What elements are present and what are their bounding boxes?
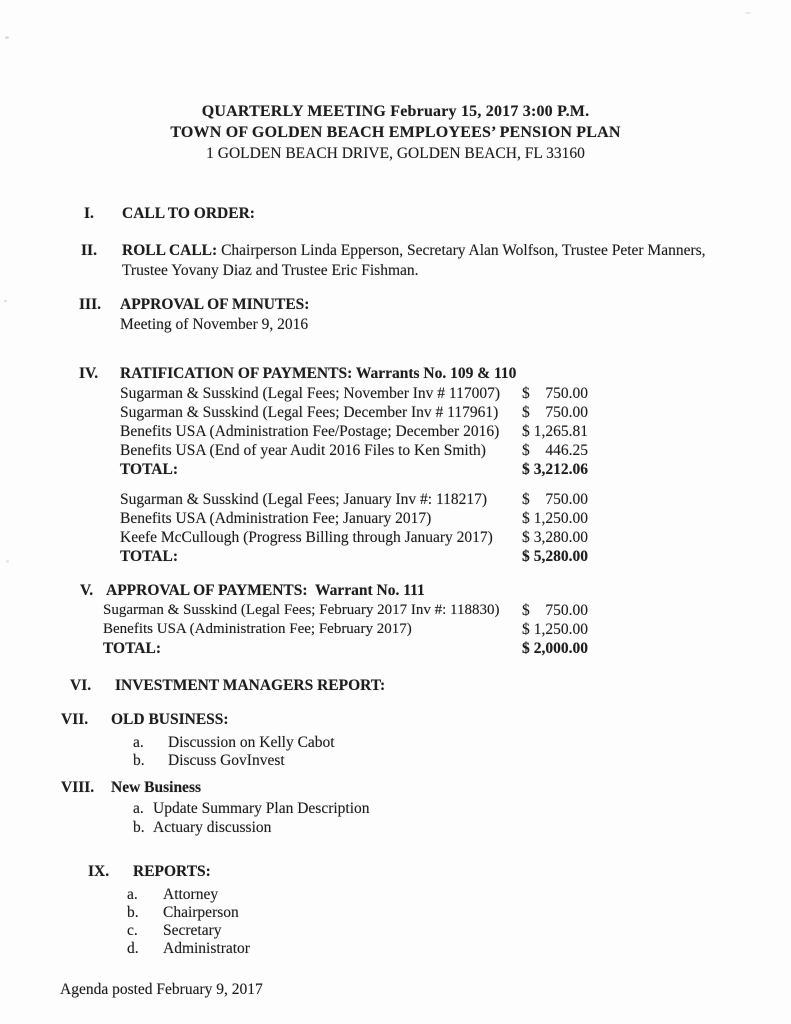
section-numeral: VI. bbox=[70, 677, 92, 694]
section-numeral: IV. bbox=[79, 365, 99, 382]
section-numeral: III. bbox=[79, 296, 101, 313]
currency-sign: $ bbox=[522, 423, 530, 440]
currency-sign: $ bbox=[522, 461, 530, 478]
item-marker: c. bbox=[127, 922, 138, 939]
payment-description: Sugarman & Susskind (Legal Fees; February 2017 Inv #: 118830) bbox=[103, 602, 500, 618]
payment-row bbox=[103, 601, 791, 620]
scan-artifact bbox=[745, 12, 751, 14]
item-marker: b. bbox=[133, 818, 145, 836]
item-marker: a. bbox=[127, 886, 138, 903]
section-title: APPROVAL OF PAYMENTS: Warrant No. 111 bbox=[106, 582, 425, 599]
roll-call-body bbox=[122, 241, 708, 281]
payment-amount bbox=[522, 384, 588, 403]
currency-sign: $ bbox=[522, 404, 530, 421]
section-title: CALL TO ORDER: bbox=[122, 205, 255, 222]
total-amount bbox=[522, 547, 588, 566]
payments-table-warrant-111 bbox=[103, 601, 791, 658]
item-marker: a. bbox=[133, 734, 144, 751]
section-title: RATIFICATION OF PAYMENTS: Warrants No. 109 & 110 bbox=[120, 365, 517, 382]
total-label: TOTAL: bbox=[120, 548, 178, 565]
amount-value: 750.00 bbox=[545, 602, 588, 619]
amount-value: 3,280.00 bbox=[533, 529, 588, 546]
currency-sign: $ bbox=[522, 548, 530, 565]
currency-sign: $ bbox=[522, 491, 530, 508]
payment-description: Sugarman & Susskind (Legal Fees; November Inv # 117007) bbox=[120, 385, 500, 402]
total-label: TOTAL: bbox=[103, 640, 161, 657]
currency-sign: $ bbox=[522, 510, 530, 527]
payment-row bbox=[120, 441, 791, 460]
amount-value: 750.00 bbox=[545, 385, 588, 402]
agenda-item bbox=[133, 734, 791, 752]
section-numeral: VIII. bbox=[61, 779, 95, 796]
section-numeral: V. bbox=[80, 582, 94, 599]
currency-sign: $ bbox=[522, 529, 530, 546]
section-numeral: II. bbox=[81, 242, 97, 259]
item-text: Discussion on Kelly Cabot bbox=[168, 734, 335, 751]
roll-call-attendees: Chairperson Linda Epperson, Secretary Alan Wolfson, Trustee Peter Manners, Trustee Yovany Diaz and Trustee Eric Fishman. bbox=[122, 242, 706, 279]
amount-value: 750.00 bbox=[545, 491, 588, 508]
payments-total-row bbox=[120, 547, 791, 566]
item-marker: b. bbox=[133, 752, 145, 769]
amount-value: 1,250.00 bbox=[533, 621, 588, 638]
payments-table-warrants-109-110 bbox=[120, 384, 791, 566]
payment-row bbox=[103, 620, 791, 639]
payment-description: Benefits USA (End of year Audit 2016 Files to Ken Smith) bbox=[120, 442, 486, 459]
minutes-body bbox=[120, 295, 309, 335]
currency-sign: $ bbox=[522, 621, 530, 638]
payment-description: Keefe McCullough (Progress Billing through January 2017) bbox=[120, 529, 493, 546]
section-new-business bbox=[0, 778, 791, 798]
document-header bbox=[0, 0, 791, 164]
payment-description: Benefits USA (Administration Fee; February 2017) bbox=[103, 621, 412, 637]
section-title: REPORTS: bbox=[133, 863, 211, 880]
section-numeral: I. bbox=[84, 205, 94, 222]
section-call-to-order bbox=[0, 204, 791, 224]
payment-description: Sugarman & Susskind (Legal Fees; December Inv # 117961) bbox=[120, 404, 499, 421]
meeting-title: QUARTERLY MEETING February 15, 2017 3:00 P.M. bbox=[201, 103, 590, 120]
reports-items bbox=[127, 886, 791, 958]
section-reports bbox=[0, 862, 791, 882]
agenda-posted-note: Agenda posted February 9, 2017 bbox=[60, 981, 263, 998]
amount-value: 5,280.00 bbox=[533, 548, 588, 565]
total-amount bbox=[522, 639, 588, 658]
agenda-item bbox=[127, 922, 791, 940]
payment-amount bbox=[522, 422, 588, 441]
amount-value: 3,212.06 bbox=[533, 461, 588, 478]
section-approval-of-payments bbox=[0, 581, 791, 601]
agenda-item bbox=[127, 940, 791, 958]
section-title: APPROVAL OF MINUTES: bbox=[120, 296, 310, 313]
section-numeral: VII. bbox=[61, 711, 89, 728]
payment-amount bbox=[522, 403, 588, 422]
item-text: Discuss GovInvest bbox=[168, 752, 285, 769]
section-title: OLD BUSINESS: bbox=[111, 711, 229, 728]
currency-sign: $ bbox=[522, 640, 530, 657]
scan-artifact bbox=[6, 560, 9, 563]
section-title: New Business bbox=[111, 779, 202, 796]
amount-value: 446.25 bbox=[545, 442, 588, 459]
item-text: Update Summary Plan Description bbox=[153, 800, 370, 817]
item-marker: b. bbox=[127, 904, 139, 921]
agenda-item bbox=[127, 886, 791, 904]
total-label: TOTAL: bbox=[120, 461, 178, 478]
payment-amount bbox=[522, 601, 588, 620]
item-marker: a. bbox=[133, 800, 144, 817]
section-approval-of-minutes bbox=[0, 295, 791, 335]
payments-total-row bbox=[120, 460, 791, 479]
payment-row bbox=[120, 528, 791, 547]
minutes-meeting-date: Meeting of November 9, 2016 bbox=[120, 316, 309, 333]
item-text: Attorney bbox=[163, 886, 219, 903]
payment-description: Benefits USA (Administration Fee; January 2017) bbox=[120, 510, 432, 527]
scan-artifact bbox=[4, 300, 7, 302]
organization-address: 1 GOLDEN BEACH DRIVE, GOLDEN BEACH, FL 33160 bbox=[206, 145, 585, 162]
item-marker: d. bbox=[127, 940, 139, 957]
section-roll-call bbox=[0, 241, 791, 281]
section-ratification-of-payments bbox=[0, 364, 791, 384]
payment-description: Benefits USA (Administration Fee/Postage; December 2016) bbox=[120, 423, 500, 440]
payment-row bbox=[120, 490, 791, 509]
payment-amount bbox=[522, 528, 588, 547]
section-title: INVESTMENT MANAGERS REPORT: bbox=[115, 677, 386, 694]
item-text: Chairperson bbox=[163, 904, 239, 921]
old-business-items bbox=[133, 734, 791, 770]
item-text: Secretary bbox=[163, 922, 222, 939]
section-investment-managers-report bbox=[0, 676, 791, 696]
payment-amount bbox=[522, 620, 588, 639]
agenda-item bbox=[133, 800, 791, 819]
agenda-item bbox=[133, 819, 791, 838]
new-business-items bbox=[133, 800, 791, 837]
organization-name: TOWN OF GOLDEN BEACH EMPLOYEES’ PENSION PLAN bbox=[170, 124, 621, 141]
payments-total-row bbox=[103, 639, 791, 658]
payment-row bbox=[120, 384, 791, 403]
section-old-business bbox=[0, 710, 791, 730]
currency-sign: $ bbox=[522, 602, 530, 619]
agenda-item bbox=[133, 752, 791, 770]
amount-value: 1,265.81 bbox=[533, 423, 588, 440]
payment-description: Sugarman & Susskind (Legal Fees; January Inv #: 118217) bbox=[120, 491, 488, 508]
payment-amount bbox=[522, 441, 588, 460]
payment-amount bbox=[522, 509, 588, 528]
total-amount bbox=[522, 460, 588, 479]
currency-sign: $ bbox=[522, 442, 530, 459]
section-title: ROLL CALL: bbox=[122, 242, 218, 259]
amount-value: 2,000.00 bbox=[533, 640, 588, 657]
payment-amount bbox=[522, 490, 588, 509]
amount-value: 750.00 bbox=[545, 404, 588, 421]
currency-sign: $ bbox=[522, 385, 530, 402]
payment-row bbox=[120, 422, 791, 441]
payment-row bbox=[120, 403, 791, 422]
payment-row bbox=[120, 509, 791, 528]
item-text: Actuary discussion bbox=[153, 818, 272, 836]
agenda-item bbox=[127, 904, 791, 922]
item-text: Administrator bbox=[163, 940, 250, 957]
section-numeral: IX. bbox=[88, 863, 110, 880]
scan-artifact bbox=[5, 36, 9, 39]
amount-value: 1,250.00 bbox=[533, 510, 588, 527]
